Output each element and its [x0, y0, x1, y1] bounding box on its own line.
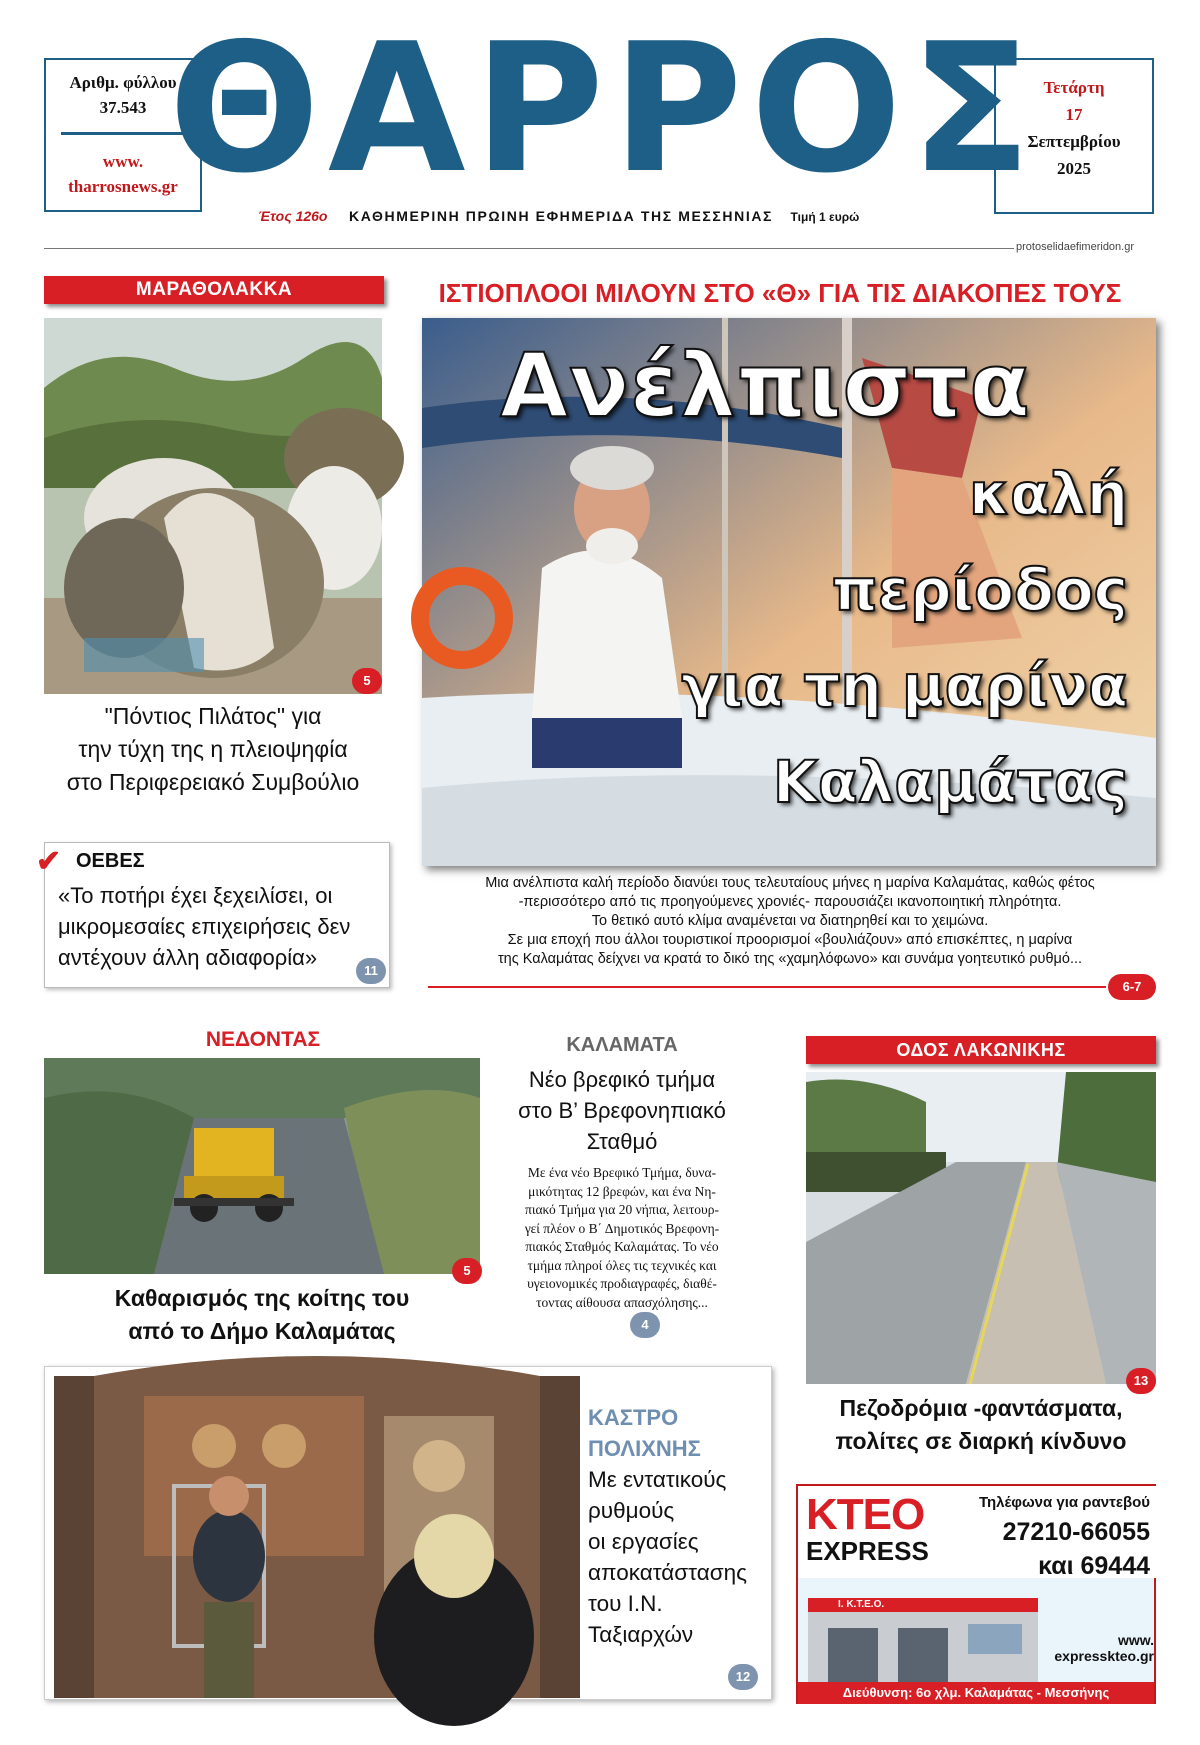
ad-phone2: και 69444 — [1038, 1552, 1150, 1580]
headline-line: από το Δήμο Καλαμάτας — [128, 1318, 396, 1344]
body-line: μικότητας 12 βρεφών, και ένα Νη- — [528, 1183, 716, 1199]
text-line: του Ι.Ν. — [588, 1591, 663, 1616]
body-line: πιακό Τμήμα για 20 νήπια, λειτουρ- — [525, 1202, 719, 1217]
main-title-line3: περίοδος — [831, 556, 1128, 624]
photo-riverbed-excavator — [44, 1058, 480, 1274]
text-line: αποκατάστασης — [588, 1560, 747, 1585]
main-title-line2: καλή — [968, 460, 1128, 528]
lead-line: Το θετικό αυτό κλίμα αναμένεται να διατηρηθεί και το χειμώνα. — [591, 913, 989, 929]
main-rule — [428, 986, 1106, 988]
quote-line: αντέχουν άλλη αδιαφορία» — [58, 945, 318, 970]
headline-lakonikis — [806, 1392, 1156, 1458]
text-line: Ταξιαρχών — [588, 1622, 694, 1647]
body-line: τοντας αίθουσα απασχόλησης... — [536, 1294, 708, 1310]
tagline-row — [258, 208, 978, 224]
headline-line: Καθαρισμός της κοίτης του — [114, 1285, 410, 1311]
body-line: γεί πλέον ο Β΄ Δημοτικός Βρεφονη- — [524, 1220, 720, 1236]
kicker-line: ΚΑΣΤΡΟ — [588, 1405, 679, 1430]
lead-line: Σε μια εποχή που άλλοι τουριστικοί προορισμοί «βουλιάζουν» από επισκέπτες, η μαρίνα — [507, 932, 1073, 948]
section-label-marathrolakka: ΜΑΡΑΘΟΛΑΚΚΑ — [44, 276, 384, 304]
quote-line: μικρομεσαίες επιχειρήσεις δεν — [58, 914, 351, 939]
text-line: ρυθμούς — [588, 1498, 675, 1523]
issue-label: Αριθμ. φύλλου — [69, 73, 177, 92]
photo-waste-bales — [44, 318, 382, 694]
headline-line: "Πόντιος Πιλάτος" για — [104, 703, 322, 729]
page-badge-marathrolakka: 5 — [352, 668, 382, 694]
page-badge-main: 6-7 — [1108, 974, 1156, 1000]
issue-number: 37.543 — [99, 98, 147, 117]
website-line2: tharrosnews.gr — [68, 177, 178, 196]
oebes-tag: ΟΕΒΕΣ — [76, 850, 145, 872]
oebes-quote — [58, 880, 388, 973]
ad-brand-line2: EXPRESS — [806, 1536, 929, 1566]
page-badge-kastro: 12 — [728, 1664, 758, 1690]
section-label-nedontas: ΝΕΔΟΝΤΑΣ — [205, 1028, 321, 1051]
main-title-line4: για τη μαρίνα — [681, 652, 1128, 720]
section-label-lakonikis: ΟΔΟΣ ΛΑΚΩΝΙΚΗΣ — [806, 1036, 1156, 1064]
ad-address: Διεύθυνση: 6ο χλμ. Καλαμάτας - Μεσσήνης — [798, 1682, 1154, 1704]
text-line: οι εργασίες — [588, 1529, 699, 1554]
lead-line: Μια ανέλπιστα καλή περίοδο διανύει τους τελευταίους μήνες η μαρίνα Καλαμάτας, καθώς φέτος — [485, 875, 1095, 891]
page-badge-kalamata: 4 — [630, 1312, 660, 1338]
kastro-kicker — [588, 1402, 768, 1464]
main-lead — [420, 874, 1160, 969]
headline-line: την τύχη της η πλειοψηφία — [78, 736, 348, 762]
website-line1: www. — [102, 152, 144, 171]
masthead-logo — [168, 5, 1040, 212]
main-title-line5: Καλαμάτας — [772, 748, 1128, 816]
photo-church-frescoes — [54, 1376, 580, 1698]
lead-line: της Καλαμάτας δείχνει να κρατά το δικό της «χαμηλόφωνο» και συνάμα γοητευτικό ρυθμό... — [497, 951, 1083, 967]
headline-line: πολίτες σε διαρκή κίνδυνο — [835, 1428, 1127, 1454]
ad-phone-label: Τηλέφωνα για ραντεβού — [978, 1494, 1150, 1511]
headline-nedontas — [44, 1282, 480, 1348]
headline-kalamata — [500, 1064, 744, 1157]
publication-year: Έτος 126ο — [258, 208, 328, 224]
tagline: ΚΑΘΗΜΕΡΙΝΗ ΠΡΩΙΝΗ ΕΦΗΜΕΡΙΔΑ ΤΗΣ ΜΕΣΣΗΝΙΑΣ — [348, 208, 774, 224]
ad-kteo-express — [796, 1484, 1156, 1704]
headline-line: Σταθμό — [586, 1129, 658, 1154]
page-badge-nedontas: 5 — [452, 1258, 482, 1284]
headline-line: Νέο βρεφικό τμήμα — [528, 1067, 716, 1092]
checkmark-icon: ✔ — [36, 845, 62, 878]
page-badge-oebes: 11 — [356, 958, 386, 984]
photo-lakonikis-street — [806, 1072, 1156, 1384]
headline-line: στο Περιφερειακό Συμβούλιο — [66, 769, 360, 795]
logo-text: ΘΑΡΡΟΣ — [168, 5, 1040, 212]
headline-line: στο Β’ Βρεφονηπιακό — [518, 1098, 726, 1123]
date-month: Σεπτεμβρίου — [1027, 132, 1121, 151]
body-line: πιακός Σταθμός Καλαμάτας. Το νέο — [525, 1239, 719, 1254]
issue-divider — [61, 132, 185, 135]
quote-line: «Το ποτήρι έχει ξεχειλίσει, οι — [58, 883, 333, 908]
date-day: Τετάρτη — [1043, 78, 1105, 97]
ad-web-line: www. — [1117, 1632, 1154, 1648]
body-kalamata — [502, 1164, 742, 1312]
masthead-rule — [44, 248, 1014, 249]
price: Τιμή 1 ευρώ — [790, 210, 860, 224]
section-label-kalamata: ΚΑΛΑΜΑΤΑ — [566, 1034, 678, 1056]
headline-marathrolakka — [44, 700, 382, 799]
date-box — [994, 58, 1154, 214]
headline-line: Πεζοδρόμια -φαντάσματα, — [839, 1395, 1123, 1421]
page-badge-lakonikis: 13 — [1126, 1368, 1156, 1394]
ad-phone1: 27210-66055 — [1002, 1518, 1150, 1546]
ad-web-line: expresskteo.gr — [1054, 1648, 1154, 1664]
source-watermark: protoselidaefimeridon.gr — [1016, 241, 1135, 253]
ad-sign: Ι. Κ.Τ.Ε.Ο. — [838, 1599, 885, 1610]
body-line: Με ένα νέο Βρεφικό Τμήμα, δυνα- — [527, 1165, 717, 1180]
ad-brand-line1: ΚΤΕΟ — [806, 1490, 925, 1539]
lead-line: -περισσότερο από τις προηγούμενες χρονιές- παρουσιάζει ικανοποιητική πληρότητα. — [518, 894, 1062, 910]
kicker-line: ΠΟΛΙΧΝΗΣ — [588, 1436, 701, 1461]
kastro-text — [588, 1464, 772, 1650]
date-year: 2025 — [1057, 159, 1091, 178]
main-kicker: ΙΣΤΙΟΠΛΟΟΙ ΜΙΛΟΥΝ ΣΤΟ «Θ» ΓΙΑ ΤΙΣ ΔΙΑΚΟΠΕΣ ΤΟΥΣ — [438, 278, 1122, 308]
body-line: τμήμα πληροί όλες τις τεχνικές και — [527, 1257, 717, 1273]
date-number: 17 — [1065, 105, 1083, 124]
body-line: υγειονομικές προδιαγραφές, διαθέ- — [527, 1276, 717, 1291]
main-title-line1: Ανέλπιστα — [500, 334, 1031, 437]
text-line: Με εντατικούς — [588, 1467, 727, 1492]
ad-website — [1044, 1632, 1154, 1664]
